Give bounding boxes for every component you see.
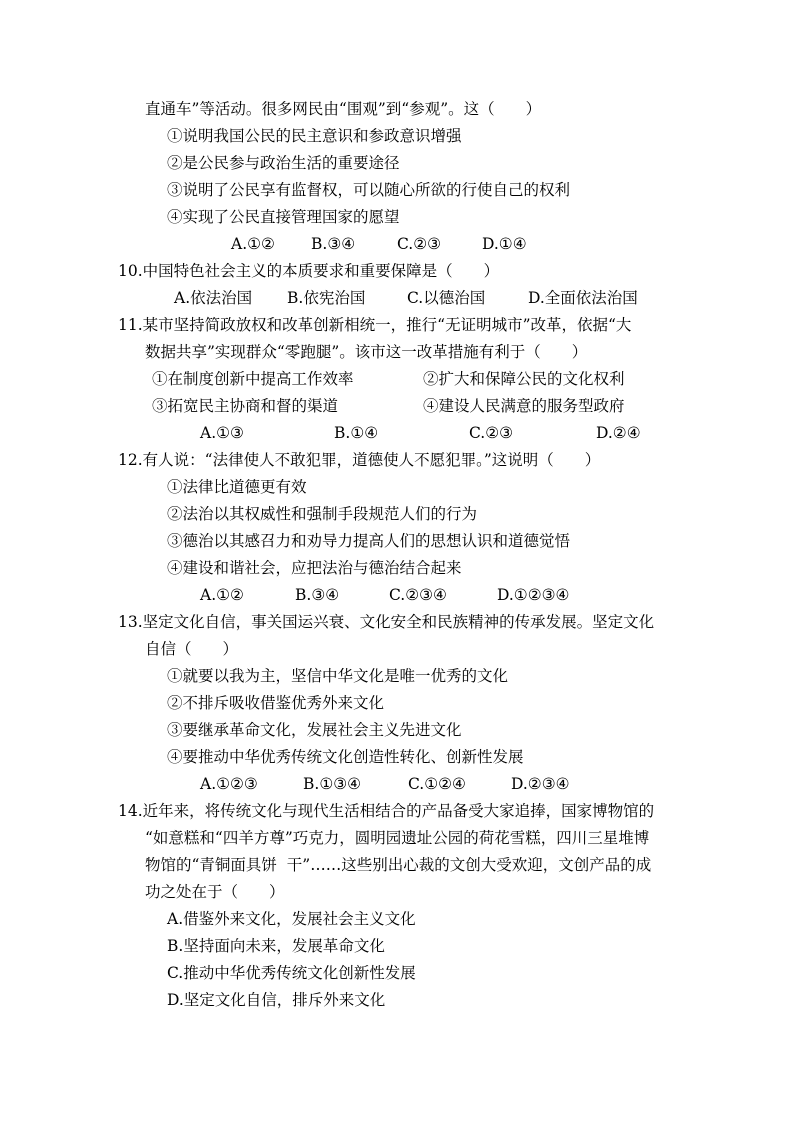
q9-item-2: ②是公民参与政治生活的重要途径 <box>167 154 400 172</box>
q13-stem-line-2: 自信（ ） <box>145 640 239 658</box>
q11-item-4: ④建设人民满意的服务型政府 <box>423 397 625 415</box>
q12-item-4: ④建设和谐社会，应把法治与德治结合起来 <box>167 559 462 577</box>
q12-item-1: ①法律比道德更有效 <box>167 478 307 496</box>
q9-option-d[interactable]: D.①④ <box>482 235 527 253</box>
q13-option-a[interactable]: A.①②③ <box>200 775 258 793</box>
q12-option-d[interactable]: D.①②③④ <box>497 586 570 604</box>
q9-item-3: ③说明了公民享有监督权，可以随心所欲的行使自己的权利 <box>167 181 571 199</box>
q10-option-d[interactable]: D.全面依法治国 <box>528 289 638 307</box>
q13-item-3: ③要继承革命文化，发展社会主义先进文化 <box>167 721 462 739</box>
q11-option-c[interactable]: C.②③ <box>469 424 514 442</box>
q11-stem-line-1: 11.某市坚持简政放权和改革创新相统一，推行“无证明城市”改革，依据“大 <box>118 316 632 334</box>
q12-item-3: ③德治以其感召力和劝导力提高人们的思想认识和道德觉悟 <box>167 532 571 550</box>
q10-option-b[interactable]: B.依宪治国 <box>287 289 366 307</box>
q11-option-b[interactable]: B.①④ <box>334 424 379 442</box>
q11-stem-line-2: 数据共享”实现群众“零跑腿”。该市这一改革措施有利于（ ） <box>145 343 588 361</box>
q14-stem-line-3: 物馆的“青铜面具饼 干”……这些别出心裁的文创大受欢迎，文创产品的成 <box>145 856 652 874</box>
q11-option-d[interactable]: D.②④ <box>596 424 641 442</box>
q14-option-d[interactable]: D.坚定文化自信，排斥外来文化 <box>167 991 386 1009</box>
q11-item-1: ①在制度创新中提高工作效率 <box>152 370 354 388</box>
q11-item-2: ②扩大和保障公民的文化权利 <box>423 370 625 388</box>
q12-option-a[interactable]: A.①② <box>200 586 244 604</box>
q14-option-a[interactable]: A.借鉴外来文化，发展社会主义文化 <box>167 910 416 928</box>
q10-option-a[interactable]: A.依法治国 <box>174 289 253 307</box>
q13-option-d[interactable]: D.②③④ <box>511 775 570 793</box>
q13-item-1: ①就要以我为主，坚信中华文化是唯一优秀的文化 <box>167 667 509 685</box>
q13-stem-line-1: 13.坚定文化自信，事关国运兴衰、文化安全和民族精神的传承发展。坚定文化 <box>118 613 655 631</box>
q10-option-c[interactable]: C.以德治国 <box>407 289 486 307</box>
q14-stem-line-1: 14.近年来，将传统文化与现代生活相结合的产品备受大家追捧，国家博物馆的 <box>118 802 655 820</box>
q9-option-b[interactable]: B.③④ <box>311 235 356 253</box>
q9-item-4: ④实现了公民直接管理国家的愿望 <box>167 208 400 226</box>
q12-option-b[interactable]: B.③④ <box>295 586 340 604</box>
q9-item-1: ①说明我国公民的民主意识和参政意识增强 <box>167 127 462 145</box>
q9-option-a[interactable]: A.①② <box>231 235 275 253</box>
q14-option-c[interactable]: C.推动中华优秀传统文化创新性发展 <box>167 964 416 982</box>
q12-option-c[interactable]: C.②③④ <box>389 586 447 604</box>
q12-item-2: ②法治以其权威性和强制手段规范人们的行为 <box>167 505 478 523</box>
q11-item-3: ③拓宽民主协商和督的渠道 <box>152 397 339 415</box>
q13-item-4: ④要推动中华优秀传统文化创造性转化、创新性发展 <box>167 748 524 766</box>
q11-option-a[interactable]: A.①③ <box>200 424 244 442</box>
q9-option-c[interactable]: C.②③ <box>397 235 442 253</box>
q12-stem: 12.有人说：“法律使人不敢犯罪，道德使人不愿犯罪。”这说明（ ） <box>118 451 601 469</box>
q13-option-b[interactable]: B.①③④ <box>303 775 362 793</box>
q10-stem: 10.中国特色社会主义的本质要求和重要保障是（ ） <box>118 262 500 280</box>
q14-stem-line-4: 功之处在于（ ） <box>145 883 285 901</box>
q14-option-b[interactable]: B.坚持面向未来，发展革命文化 <box>167 937 385 955</box>
q13-item-2: ②不排斥吸收借鉴优秀外来文化 <box>167 694 385 712</box>
q9-stem-continuation: 直通车”等活动。很多网民由“围观”到“参观”。这（ ） <box>145 100 542 118</box>
q13-option-c[interactable]: C.①②④ <box>408 775 466 793</box>
q14-stem-line-2: “如意糕和“四羊方尊”巧克力，圆明园遗址公园的荷花雪糕，四川三星堆博 <box>145 829 650 847</box>
